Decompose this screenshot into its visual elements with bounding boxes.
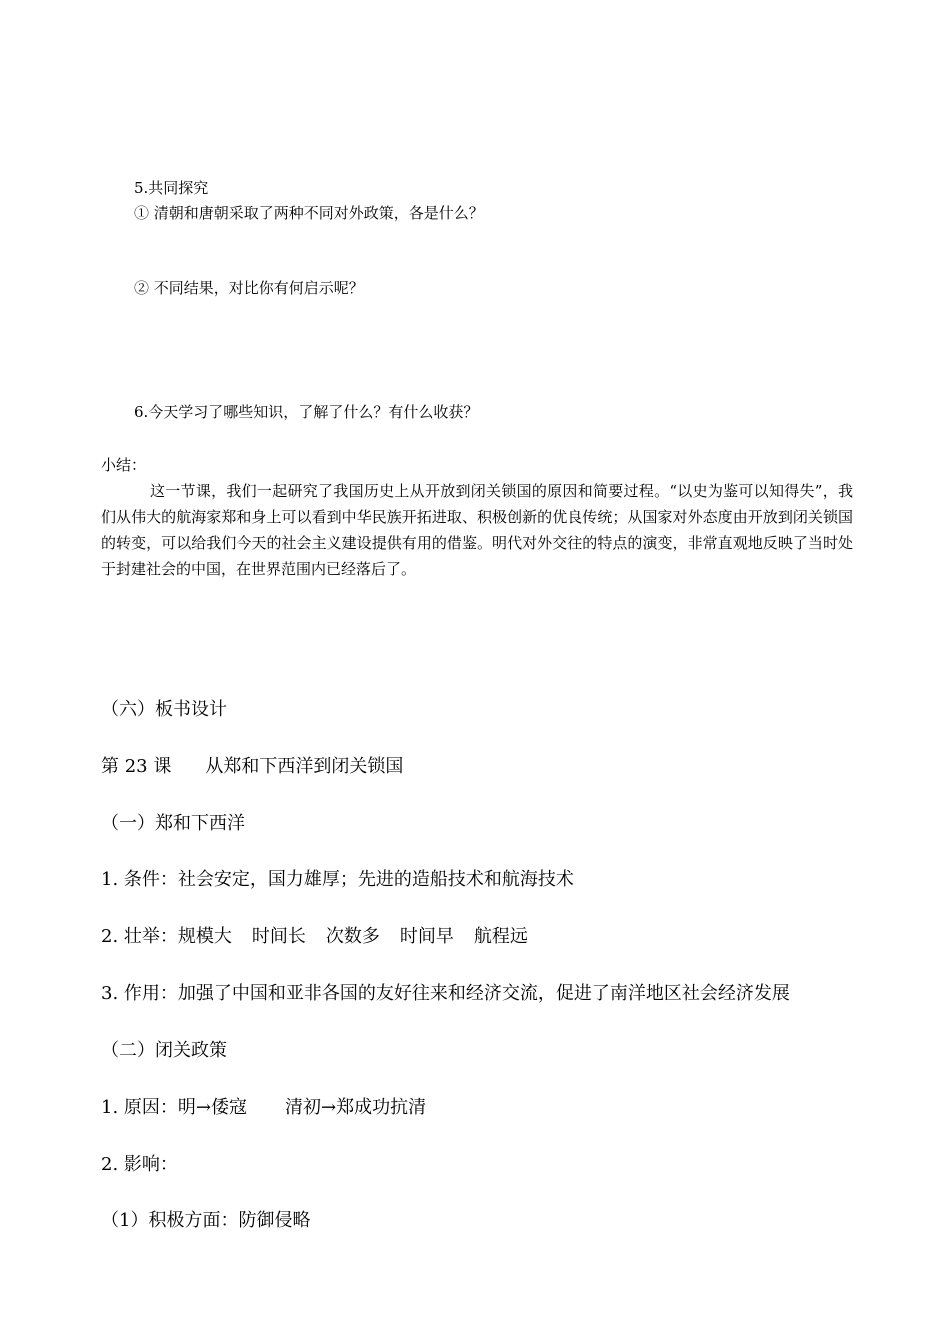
summary-paragraph [101,478,853,582]
feat-item: 航程远 [473,926,528,947]
cause-qing: 清初→郑成功抗清 [284,1097,427,1118]
summary-label: 小结： [101,456,147,474]
section5-title: 5.共同探究 [134,179,209,197]
part1-item-1: 1. 条件：社会安定，国力雄厚；先进的造船技术和航海技术 [101,869,574,890]
part2-item-2: 2. 影响： [101,1154,178,1175]
summary-text: 这一节课，我们一起研究了我国历史上从开放到闭关锁国的原因和简要过程。“以史为鉴可以知得失”，我们从伟大的航海家郑和身上可以看到中华民族开拓进取、积极创新的优良传统；从国家对外态度由开放到闭关锁国的转变，可以给我们今天的社会主义建设提供有用的借鉴。明代对外交往的特点的演变，非常直观地反映了当时处于封建社会的中国，在世界范围内已经落后了。 [101,482,853,578]
part1-item-3: 3. 作用：加强了中国和亚非各国的友好往来和经济交流，促进了南洋地区社会经济发展 [101,983,790,1004]
feat-item: 次数多 [325,926,380,947]
board-heading: （六）板书设计 [101,699,227,720]
question-2: ② 不同结果，对比你有何启示呢？ [134,279,364,297]
lesson-heading [101,756,403,778]
lesson-title: 从郑和下西洋到闭关锁国 [205,756,404,777]
feat-item: 时间早 [399,926,454,947]
feat-item: 时间长 [251,926,306,947]
part2-item-1 [101,1097,426,1119]
part2-title: （二）闭关政策 [101,1040,227,1061]
cause-ming: 1. 原因：明→倭寇 [101,1097,247,1118]
part2-item-2-1: （1）积极方面：防御侵略 [101,1210,311,1231]
question-1: ① 清朝和唐朝采取了两种不同对外政策，各是什么？ [134,204,484,222]
lesson-number: 第 23 课 [101,756,172,777]
section6-title: 6.今天学习了哪些知识，了解了什么？有什么收获？ [134,403,479,421]
part1-item-2 [101,926,528,948]
item2-label: 2. 壮举：规模大 [101,926,232,947]
part1-title: （一）郑和下西洋 [101,813,245,834]
